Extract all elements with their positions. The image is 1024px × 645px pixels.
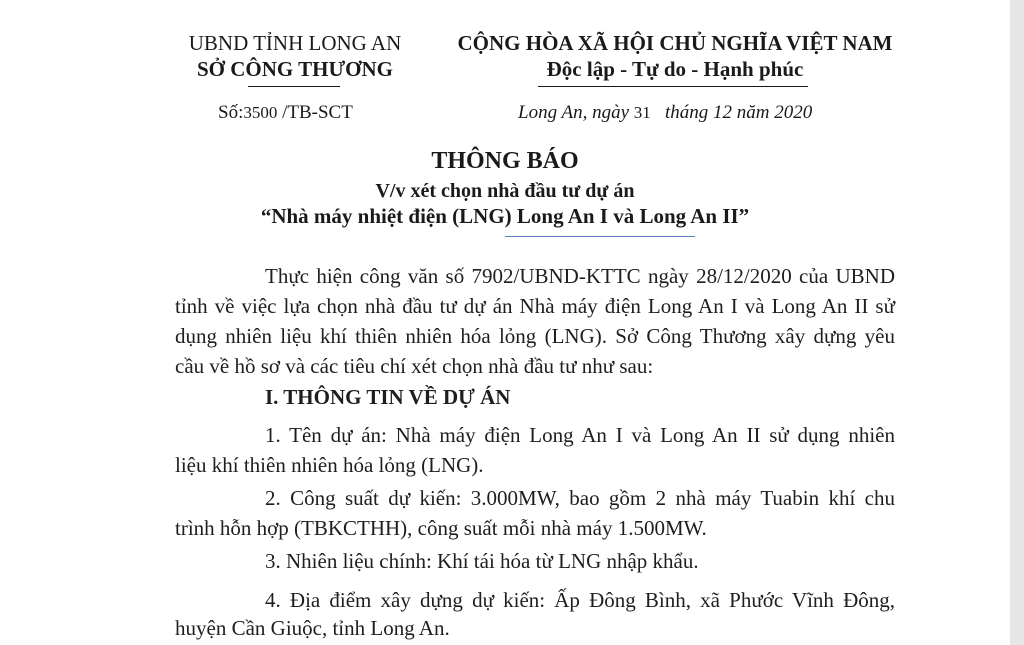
- item-1-line-1: 1. Tên dự án: Nhà máy điện Long An I và Long An II sử dụng nhiên: [265, 423, 895, 447]
- item-4-line-1: 4. Địa điểm xây dựng dự kiến: Ấp Đông Bình, xã Phước Vĩnh Đông,: [265, 588, 895, 612]
- issuing-agency: [170, 30, 420, 82]
- national-header: [440, 30, 910, 82]
- title-divider: [505, 236, 695, 237]
- intro-line-3: dụng nhiên liệu khí thiên nhiên hóa lỏng (LNG). Sở Công Thương xây dựng yêu: [175, 324, 895, 348]
- project-name: “Nhà máy nhiệt điện (LNG) Long An I và Long An II”: [260, 204, 750, 228]
- document-title: THÔNG BÁO: [431, 148, 579, 174]
- doc-number-value: 3500: [243, 103, 278, 122]
- agency-department: SỞ CÔNG THƯƠNG: [196, 57, 394, 81]
- doc-number-suffix: /TB-SCT: [277, 102, 353, 123]
- republic-motto: Độc lập - Tự do - Hạnh phúc: [546, 57, 804, 81]
- item-2-line-2: trình hỗn hợp (TBKCTHH), công suất mỗi nhà máy 1.500MW.: [175, 516, 707, 540]
- date-day: 31: [633, 103, 651, 122]
- intro-line-1: Thực hiện công văn số 7902/UBND-KTTC ngày 28/12/2020 của UBND: [265, 264, 895, 288]
- date-prefix: Long An, ngày: [518, 102, 630, 123]
- item-3-line-1: 3. Nhiên liệu chính: Khí tái hóa từ LNG nhập khẩu.: [265, 549, 699, 573]
- intro-line-4: cầu về hồ sơ và các tiêu chí xét chọn nhà đầu tư như sau:: [175, 354, 654, 378]
- document-number: [218, 102, 353, 124]
- motto-underline: [538, 86, 808, 87]
- agency-underline: [248, 86, 340, 87]
- agency-province: UBND TỈNH LONG AN: [188, 31, 402, 55]
- republic-name: CỘNG HÒA XÃ HỘI CHỦ NGHĨA VIỆT NAM: [457, 31, 893, 55]
- item-1-line-2: liệu khí thiên nhiên hóa lỏng (LNG).: [175, 453, 484, 477]
- date-suffix: tháng 12 năm 2020: [655, 102, 813, 123]
- document-date: [518, 102, 812, 124]
- intro-line-2: tỉnh về việc lựa chọn nhà đầu tư dự án Nhà máy điện Long An I và Long An II sử: [175, 294, 895, 318]
- item-4-line-2: huyện Cần Giuộc, tỉnh Long An.: [175, 616, 450, 640]
- doc-number-prefix: Số:: [218, 102, 244, 123]
- item-2-line-1: 2. Công suất dự kiến: 3.000MW, bao gồm 2 nhà máy Tuabin khí chu: [265, 486, 895, 510]
- document-subject: V/v xét chọn nhà đầu tư dự án: [375, 180, 635, 202]
- section-heading: I. THÔNG TIN VỀ DỰ ÁN: [265, 385, 511, 409]
- viewer-edge: [1010, 0, 1024, 645]
